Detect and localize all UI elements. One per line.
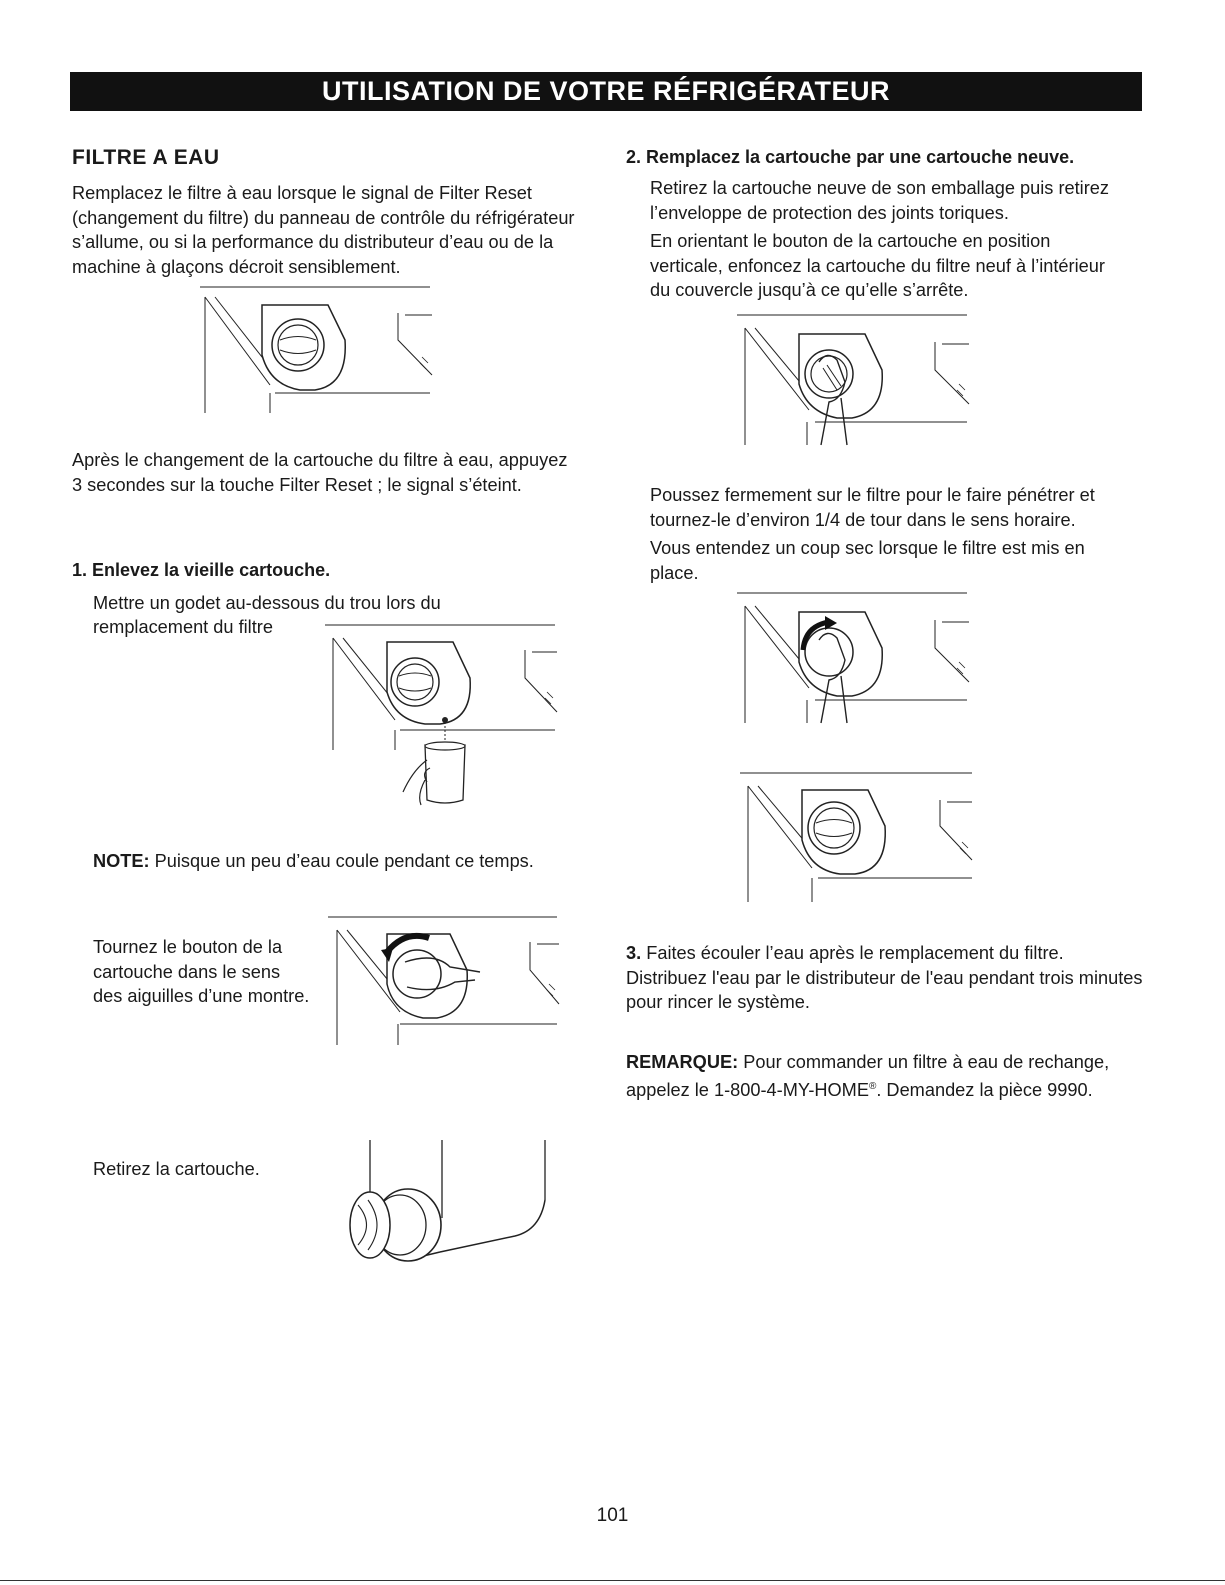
step2-paragraph-2: En orientant le bouton de la cartouche en position verticale, enfoncez la cartouche du filtre neuf à l’intérieur du couvercle jusqu’à ce qu’elle s’arrête. [650,231,1105,300]
step1-text-line1: Mettre un godet au-dessous du trou lors du [93,593,441,613]
step2-title: 2. Remplacez la cartouche par une cartouche neuve. [626,147,1075,167]
bottom-divider [0,1580,1225,1581]
remarque-text-b: . Demandez la pièce 9990. [876,1079,1093,1100]
removed-cartridge-illustration [340,1140,555,1265]
turn-knob-illustration [325,912,560,1047]
step3-number: 3. [626,943,642,963]
turn-knob-text: Tournez le bouton de la cartouche dans le sens des aiguilles d’une montre. [93,937,310,1006]
step2-paragraph-1: Retirez la cartouche neuve de son emballage puis retirez l’enveloppe de protection des joints toriques. [650,178,1109,223]
cup-under-filter-illustration [325,620,560,810]
note-label: NOTE: [93,851,150,871]
step2-paragraph-3: Poussez fermement sur le filtre pour le faire pénétrer et tournez-le d’environ 1/4 de tour dans le sens horaire. [650,485,1095,530]
push-and-turn-illustration [737,588,972,728]
remarque-text-a: Pour commander un filtre à eau de rechange, appelez le 1-800-4-MY-HOME [626,1052,1110,1100]
after-change-paragraph: Après le changement de la cartouche du filtre à eau, appuyez 3 secondes sur la touche Filter Reset ; le signal s’éteint. [72,450,568,495]
filter-installed-illustration [200,285,435,415]
step2-paragraph-4: Vous entendez un coup sec lorsque le filtre est mis en place. [650,538,1085,583]
note-text: Puisque un peu d’eau coule pendant ce temps. [149,851,534,871]
step1-text-line2: remplacement du filtre [93,617,273,637]
registered-mark: ® [868,1080,877,1092]
step3-paragraph [626,941,1146,1015]
page-number: 101 [596,1505,629,1526]
note-paragraph [93,849,593,874]
step1-title: 1. Enlevez la vieille cartouche. [72,560,331,580]
step3-text: Faites écouler l’eau après le remplacement du filtre. Distribuez l'eau par le distributeur de l'eau pendant trois minutes pour rincer le système. [626,943,1143,1012]
filter-in-place-illustration [740,770,975,905]
remarque-label: REMARQUE: [626,1052,739,1072]
remove-cartridge-text: Retirez la cartouche. [93,1159,260,1179]
page-header-banner: UTILISATION DE VOTRE RÉFRIGÉRATEUR [70,72,1142,111]
section-title: FILTRE A EAU [72,146,220,169]
insert-new-filter-illustration [737,310,972,450]
intro-paragraph: Remplacez le filtre à eau lorsque le signal de Filter Reset (changement du filtre) du panneau de contrôle du réfrigérateur s’allume, ou si la performance du distributeur d’eau ou de la machine à glaçons décroit sensiblement. [72,183,575,277]
remarque-paragraph [626,1050,1136,1102]
